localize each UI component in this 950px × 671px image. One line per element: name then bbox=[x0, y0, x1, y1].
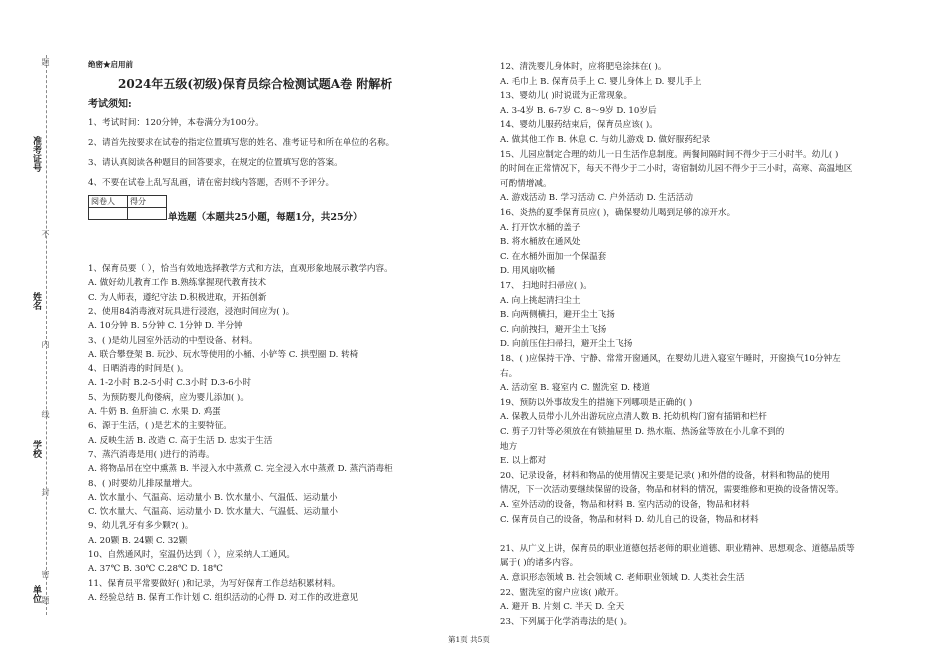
question-line: A. 避开 B. 片刻 C. 半天 D. 全天 bbox=[500, 602, 625, 613]
question-line: 12、清洗婴儿身体时，应将肥皂涂抹在( )。 bbox=[500, 62, 667, 72]
cut-char: 密 bbox=[41, 570, 50, 578]
question-line: 可酌情增减。 bbox=[500, 178, 552, 189]
question-line: 的时间在正常情况下，每天不得少于二小时，寄宿制幼儿园不得少于三小时，高寒、高温地区 bbox=[500, 164, 853, 175]
exam-number-label: 准考证号 bbox=[31, 136, 41, 172]
question-line: C. 剪子刀针等必须放在有锁抽屉里 D. 热水瓶、热汤盆等放在小儿拿不到的 bbox=[500, 427, 785, 437]
question-line: 19、预防以外事故发生的措施下列哪项是正确的( ) bbox=[500, 397, 693, 408]
question-line: A. 牛奶 B. 鱼肝油 C. 水果 D. 鸡蛋 bbox=[88, 407, 221, 417]
question-line: 6、源于生活，( )是艺术的主要特征。 bbox=[88, 421, 232, 432]
school-label: 学校 bbox=[31, 440, 41, 458]
question-line: A. 游戏活动 B. 学习活动 C. 户外活动 D. 生活活动 bbox=[500, 193, 693, 204]
question-line: A. 向上挑起清扫尘土 bbox=[500, 295, 581, 306]
score-table bbox=[88, 195, 167, 220]
question-line: A. 活动室 B. 寝室内 C. 盥洗室 D. 楼道 bbox=[500, 383, 650, 394]
question-line: B. 将水桶放在通风处 bbox=[500, 237, 581, 248]
question-line: E. 以上都对 bbox=[500, 456, 547, 467]
question-line: A. 1-2小时 B.2-5小时 C.3小时 D.3-6小时 bbox=[88, 378, 251, 389]
question-line: 9、幼儿乳牙有多少颗?( )。 bbox=[88, 521, 194, 532]
secret-mark: 绝密★启用前 bbox=[88, 60, 133, 69]
question-line: C. 保育员自己的设备，物品和材料 D. 幼儿自己的设备，物品和材料 bbox=[500, 514, 759, 525]
question-line: A. 经验总结 B. 保育工作计划 C. 组织活动的心得 D. 对工作的改进意见 bbox=[88, 592, 359, 603]
question-line: 地方 bbox=[500, 441, 518, 452]
question-line: A. 反映生活 B. 改造 C. 高于生活 D. 忠实于生活 bbox=[88, 435, 273, 446]
grader-blank bbox=[89, 208, 128, 220]
question-line: A. 保教人员带小儿外出游玩应点清人数 B. 托幼机构门窗有插销和栏杆 bbox=[500, 412, 767, 423]
question-line: A. 做其他工作 B. 休息 C. 与幼儿游戏 D. 做好服药纪录 bbox=[500, 135, 711, 145]
question-line: C. 向前拽扫，避开尘土飞扬 bbox=[500, 324, 607, 335]
question-line: 3、( )是幼儿园室外活动的中型设备、材料。 bbox=[88, 335, 258, 346]
question-line: 5、为预防婴儿佝偻病，应为婴儿添加( )。 bbox=[88, 392, 249, 403]
question-line: 右。 bbox=[500, 368, 518, 379]
question-line: 17、 扫地时扫帚应( )。 bbox=[500, 281, 592, 291]
section-title: 单选题（本题共25小题，每题1分，共25分） bbox=[168, 212, 363, 223]
binding-line bbox=[46, 55, 47, 615]
question-line: D. 用风扇吹桶 bbox=[500, 266, 556, 277]
question-line: 18、( )应保持干净、宁静、常常开窗通风，在婴幼儿进入寝室午睡时，开窗换气10分钟左 bbox=[500, 354, 841, 364]
question-line: A. 37℃ B. 30℃ C.28℃ D. 18℃ bbox=[88, 564, 223, 575]
name-label: 姓名 bbox=[31, 292, 41, 310]
question-line: 情况，下一次活动要继续保留的设备，物品和材料的情况，需要维修和更换的设备情况等。 bbox=[500, 485, 844, 496]
question-line: A. 打开饮水桶的盖子 bbox=[500, 222, 581, 233]
question-line: 10、自然通风时，室温仍达到（ ），应采纳人工通风。 bbox=[88, 550, 296, 560]
notice-item: 1、考试时间：120分钟，本卷满分为100分。 bbox=[88, 118, 264, 128]
margin-rule bbox=[36, 152, 37, 153]
question-line: C. 饮水量大、气温高、运动量小 D. 饮水量大、气温低、运动量小 bbox=[88, 507, 338, 518]
question-line: A. 3-4岁 B. 6-7岁 C. 8～9岁 D. 10岁后 bbox=[500, 105, 657, 116]
question-line: A. 意识形态领域 B. 社会领域 C. 老师职业领域 D. 人类社会生活 bbox=[500, 573, 745, 583]
cut-char: 线 bbox=[41, 410, 50, 418]
score-blank bbox=[128, 208, 167, 220]
question-line: 20、记录设备，材料和物品的使用情况主要是记录( )和外借的设备，材料和物品的使用 bbox=[500, 470, 830, 481]
grader-cell: 阅卷人 bbox=[89, 196, 128, 208]
question-line: 8、( )时要幼儿排尿量增大。 bbox=[88, 478, 198, 489]
notice-heading: 考试须知: bbox=[88, 99, 132, 110]
question-line: A. 室外活动的设备，物品和材料 B. 室内活动的设备，物品和材料 bbox=[500, 500, 750, 510]
question-line: A. 联合攀登架 B. 玩沙、玩水等使用的小桶、小铲等 C. 拱型圈 D. 转椅 bbox=[88, 349, 359, 360]
question-line: 21、从广义上讲，保育员的职业道德包括老师的职业道德、职业精神、思想观念、道德品质等 bbox=[500, 543, 855, 554]
score-cell: 得分 bbox=[128, 196, 167, 208]
page-title: 2024年五级(初级)保育员综合检测试题A卷 附解析 bbox=[118, 77, 393, 91]
question-line: C. 在水桶外面加一个保温套 bbox=[500, 251, 607, 262]
question-line: 14、婴幼儿服药结束后，保育员应该( )。 bbox=[500, 120, 658, 131]
question-line: 13、婴幼儿( )时说谎为正常现象。 bbox=[500, 91, 633, 102]
cut-char: 封 bbox=[41, 488, 50, 496]
cut-char: 内 bbox=[41, 340, 50, 348]
question-line: 15、儿园应制定合理的幼儿一日生活作息制度。两餐间隔时间不得少于三小时半。幼儿( ) bbox=[500, 149, 839, 160]
question-line: A. 将物品吊在空中熏蒸 B. 半浸入水中蒸煮 C. 完全浸入水中蒸煮 D. 蒸汽消毒柜 bbox=[88, 464, 393, 475]
question-line: A. 毛巾上 B. 保育员手上 C. 婴儿身体上 D. 婴儿手上 bbox=[500, 76, 702, 87]
question-line: 2、使用84消毒液对玩具进行浸泡，浸泡时间应为( )。 bbox=[88, 306, 295, 317]
notice-item: 4、不要在试卷上乱写乱画，请在密封线内答题，否则不予评分。 bbox=[88, 178, 335, 188]
question-line: B. 向两侧横扫，避开尘土飞扬 bbox=[500, 310, 615, 321]
notice-item: 2、请首先按要求在试卷的指定位置填写您的姓名、准考证号和所在单位的名称。 bbox=[88, 138, 395, 148]
question-line: 7、蒸汽消毒是用( )进行的消毒。 bbox=[88, 449, 215, 460]
cut-char: 不 bbox=[41, 230, 50, 238]
question-line: A. 做好幼儿教育工作 B.熟练掌握现代教育技术 bbox=[88, 278, 267, 289]
question-line: D. 向前压住扫帚扫，避开尘土飞扬 bbox=[500, 339, 633, 350]
question-line: A. 20颗 B. 24颗 C. 32颗 bbox=[88, 535, 188, 546]
question-line: 22、盥洗室的窗户应该( )敞开。 bbox=[500, 587, 624, 598]
question-line: 23、下列属于化学消毒法的是( )。 bbox=[500, 616, 633, 627]
question-line: 1、保育员要（ ），恰当有效地选择教学方式和方法，直观形象地展示教学内容。 bbox=[88, 264, 393, 274]
question-line: A. 饮水量小、气温高、运动量小 B. 饮水量小、气温低、运动量小 bbox=[88, 492, 338, 503]
question-line: C. 为人师表，遵纪守法 D.积极进取，开拓创新 bbox=[88, 292, 267, 303]
question-line: 11、保育员平常要做好( )和记录，为写好保育工作总结积累材料。 bbox=[88, 578, 341, 589]
question-line: 16、炎热的夏季保育员应( )，确保婴幼儿喝到足够的凉开水。 bbox=[500, 208, 736, 218]
cut-char: 题 bbox=[41, 596, 50, 604]
page-number: 第1页 共5页 bbox=[448, 635, 490, 644]
question-line: A. 10分钟 B. 5分钟 C. 1分钟 D. 半分钟 bbox=[88, 321, 243, 332]
question-line: 4、日晒消毒的时间是( )。 bbox=[88, 364, 189, 375]
notice-item: 3、请认真阅读各种题目的回答要求，在规定的位置填写您的答案。 bbox=[88, 158, 343, 168]
unit-label: 单位 bbox=[31, 585, 41, 603]
cut-char: 题 bbox=[41, 58, 50, 66]
question-line: 属于( )的诸多内容。 bbox=[500, 558, 579, 569]
